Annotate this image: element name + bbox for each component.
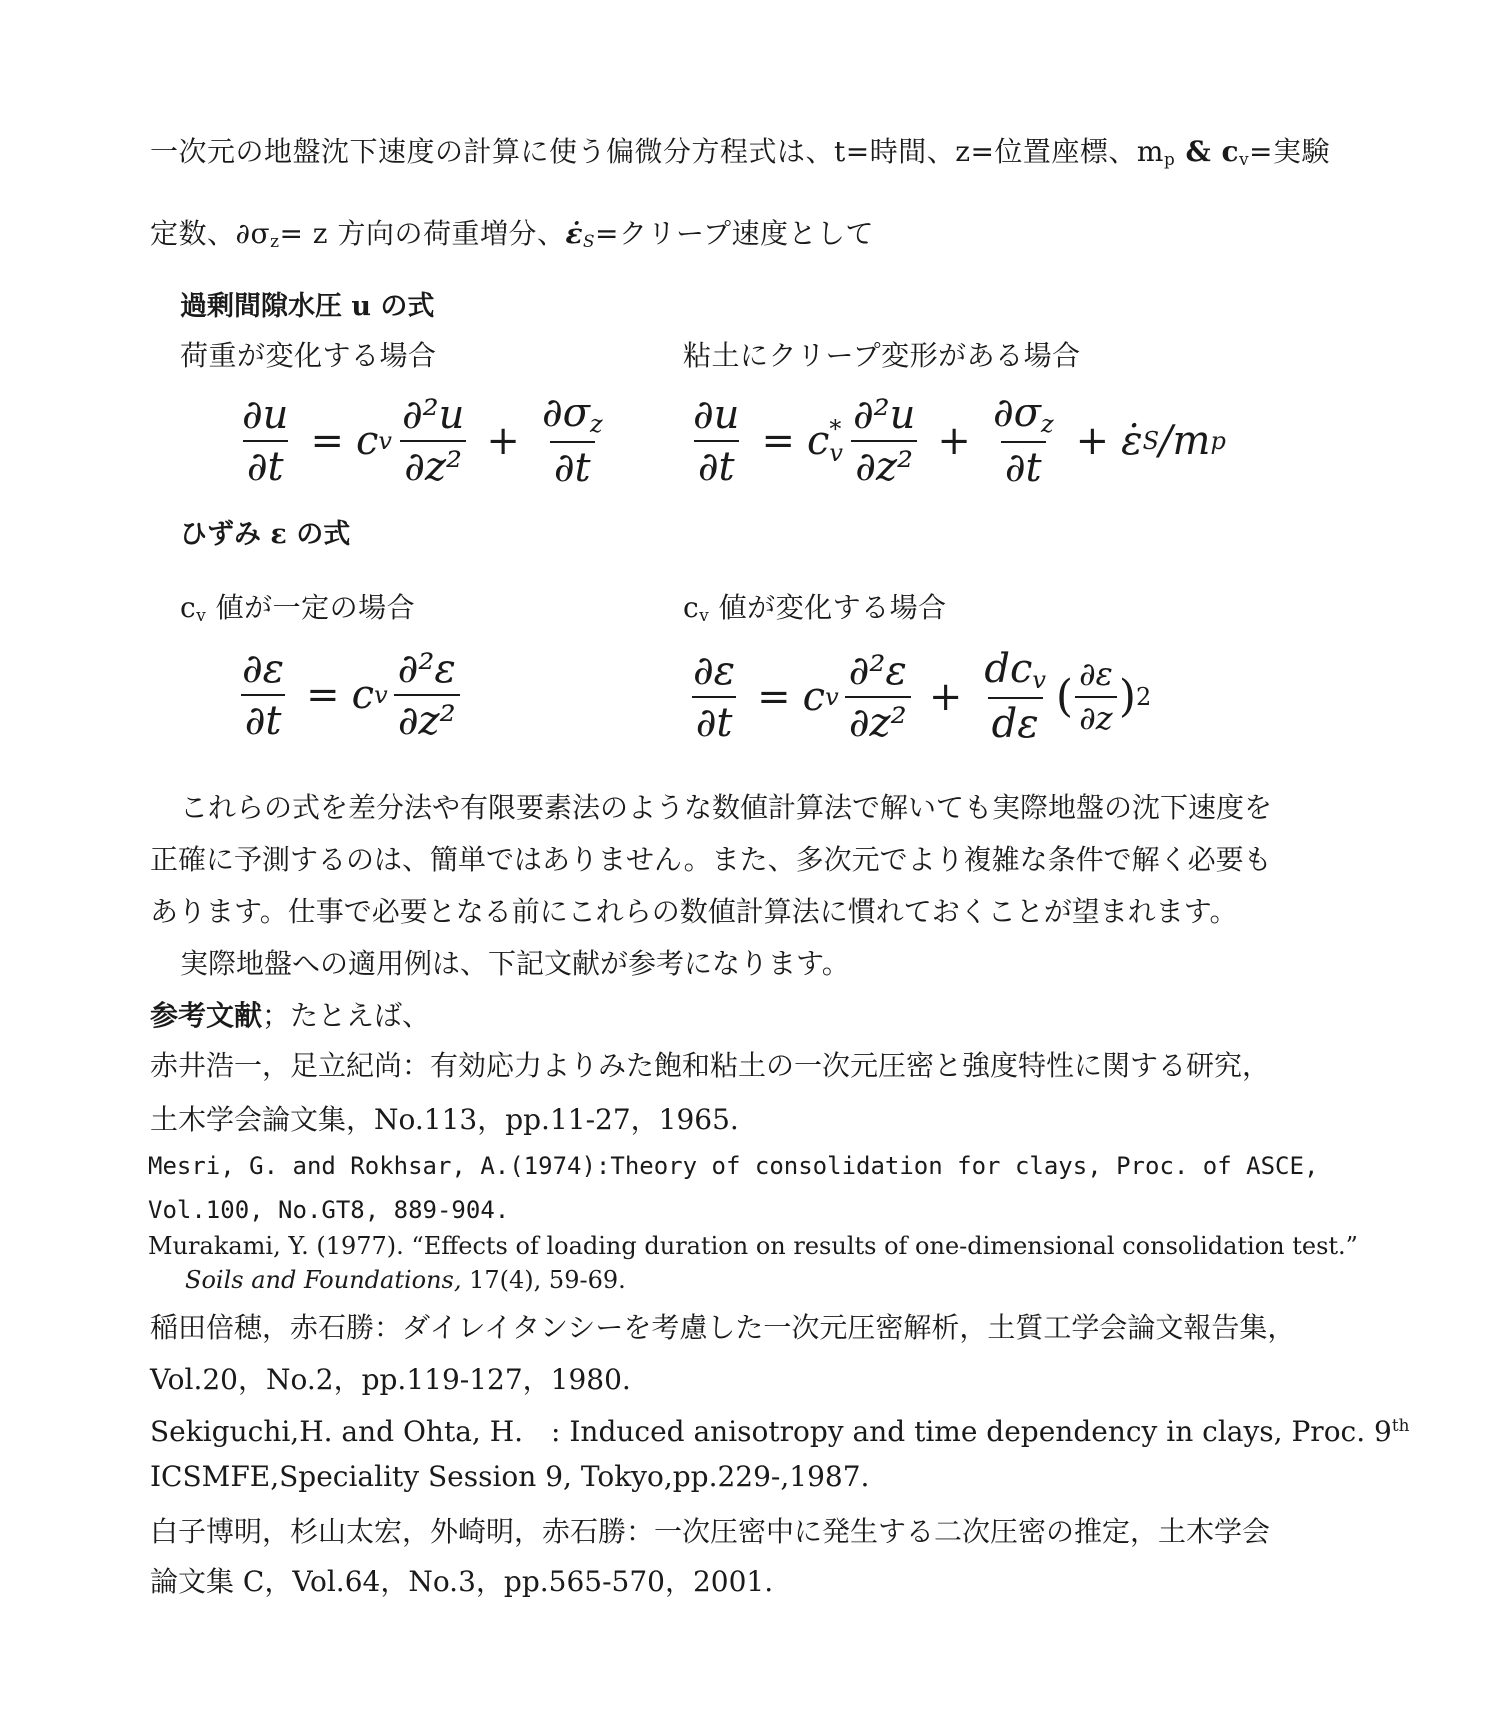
reference-4-line-1: 稲田倍穂，赤石勝：ダイレイタンシーを考慮した一次元圧密解析，土質工学会論文報告集， (150, 1311, 1296, 1344)
equation-eps-variable (683, 646, 1152, 748)
denominator: dε (988, 697, 1043, 745)
references-label-tail: ；たとえば、 (262, 999, 431, 1032)
reference-1-line-1: 赤井浩一，足立紀尚：有効応力よりみた飽和粘土の一次元圧密と強度特性に関する研究， (150, 1049, 1271, 1082)
cv-symbol: c (355, 417, 379, 464)
denominator: ∂z² (394, 694, 460, 742)
fraction (238, 391, 292, 490)
section-heading-u: 過剰間隙水圧 u の式 (180, 291, 435, 322)
denominator: ∂t (550, 441, 595, 489)
numerator: ∂ε (693, 647, 736, 694)
references-label-line (150, 994, 430, 1034)
numerator: ∂ε (1079, 655, 1113, 693)
numerator: ∂ε (242, 646, 285, 692)
subscript: p (1210, 426, 1226, 455)
denominator: ∂t (694, 440, 739, 488)
dcv: dc (984, 646, 1033, 692)
numerator: ∂u (242, 391, 289, 438)
reference-2-line-1: Mesri, G. and Rokhsar, A.(1974):Theory of consolidation for clays, Proc. of ASCE, (148, 1152, 1319, 1180)
numerator: ∂²u (852, 391, 916, 438)
numerator: ∂u (693, 391, 740, 438)
equals-sign: = (761, 417, 795, 464)
fraction (689, 391, 743, 490)
plus-sign: + (937, 417, 971, 464)
label-text: 値が一定の場合 (206, 591, 416, 624)
fraction (689, 647, 739, 746)
equation-eps-constant (232, 648, 466, 742)
subscript: z (589, 410, 603, 438)
intro-text: =実験 (1249, 135, 1331, 168)
reference-6-line-1: 白子博明，杉山太宏，外崎明，赤石勝：一次圧密中に発生する二次圧密の推定，土木学会 (150, 1515, 1271, 1548)
fraction (398, 391, 468, 490)
denominator: ∂t (692, 696, 737, 744)
label-creep: 粘土にクリープ変形がある場合 (683, 339, 1081, 372)
label-cv-constant (180, 586, 415, 626)
paragraph-line: あります。仕事で必要となる前にこれらの数値計算法に慣れておくことが望まれます。 (150, 895, 1238, 928)
references-label: 参考文献 (150, 999, 263, 1032)
reference-4-line-2: Vol.20，No.2，pp.119-127，1980. (150, 1363, 631, 1396)
equals-sign: = (306, 672, 340, 718)
intro-text: =クリープ速度として (594, 217, 875, 250)
subscript: v (378, 426, 392, 455)
subscript: S (1142, 426, 1160, 455)
subscript: v (829, 438, 843, 467)
denominator: ∂z² (845, 696, 911, 744)
fraction (980, 646, 1050, 748)
fraction (989, 390, 1058, 492)
numerator (538, 392, 607, 441)
reference-1-line-2: 土木学会論文集，No.113，pp.11-27，1965. (150, 1103, 739, 1136)
left-paren: ( (1055, 671, 1074, 723)
numerator: ∂²ε (848, 647, 907, 694)
cv-symbol: c (180, 591, 197, 624)
slash-m: /m (1159, 417, 1211, 464)
subscript: v (825, 682, 839, 711)
label-text: 値が変化する場合 (709, 591, 947, 624)
equation-u-creep (683, 390, 1226, 492)
intro-text: 定数、∂σ (150, 217, 271, 250)
fraction (845, 647, 911, 746)
reference-3-line-1: Murakami, Y. (1977). “Effects of loading duration on results of one-dimensional consolidation test.” (148, 1232, 1358, 1260)
denominator: ∂z² (851, 440, 917, 488)
numerator (980, 648, 1050, 697)
plus-sign: + (486, 417, 520, 464)
section-heading-epsilon: ひずみ ε の式 (180, 519, 351, 550)
super-sub-stack (829, 414, 843, 467)
denominator: ∂z (1075, 696, 1116, 736)
fraction (238, 648, 288, 742)
dsigma: ∂σ (992, 390, 1041, 436)
numerator (989, 392, 1058, 441)
fraction (1075, 655, 1117, 737)
intro-text: & c (1175, 135, 1240, 168)
numerator: ∂²u (401, 391, 465, 438)
superscript: 2 (1135, 682, 1152, 711)
citation-detail: 17(4), 59-69. (461, 1266, 626, 1294)
subscript: v (1239, 149, 1250, 170)
reference-2-line-2: Vol.100, No.GT8, 889-904. (148, 1196, 510, 1224)
star: * (829, 414, 842, 443)
reference-5-line-1 (150, 1410, 1409, 1450)
cv-symbol: c (802, 673, 826, 720)
denominator: ∂z² (400, 440, 466, 488)
paragraph-line: これらの式を差分法や有限要素法のような数値計算法で解いても実際地盤の沈下速度を (180, 791, 1273, 824)
numerator: ∂²ε (397, 646, 456, 692)
intro-line-1 (150, 130, 1330, 170)
citation-text: Sekiguchi,H. and Ohta, H. : Induced anisotropy and time dependency in clays, Proc. 9 (150, 1415, 1392, 1448)
denominator: ∂t (243, 440, 288, 488)
reference-6-line-2: 論文集 C，Vol.64，No.3，pp.565-570，2001. (150, 1565, 774, 1598)
reference-3-line-2 (185, 1266, 626, 1294)
paragraph-line: 正確に予測するのは、簡単ではありません。また、多次元でより複雑な条件で解く必要も (150, 843, 1272, 876)
intro-line-2 (150, 212, 874, 252)
reference-5-line-2: ICSMFE,Speciality Session 9, Tokyo,pp.229-,1987. (150, 1460, 870, 1493)
cv-symbol: c (351, 672, 375, 718)
plus-sign: + (1075, 417, 1110, 464)
denominator: ∂t (1001, 441, 1046, 489)
label-load-change: 荷重が変化する場合 (180, 339, 437, 372)
right-paren: ) (1118, 671, 1136, 723)
subscript: v (196, 605, 207, 626)
cv-symbol: c (683, 591, 700, 624)
equals-sign: = (757, 673, 791, 720)
intro-text: 一次元の地盤沈下速度の計算に使う偏微分方程式は、t=時間、z=位置座標、m (150, 135, 1164, 168)
subscript: S (582, 231, 595, 252)
subscript: p (1163, 149, 1176, 170)
subscript: z (1040, 410, 1054, 438)
intro-text: = z 方向の荷重増分、 (279, 217, 566, 250)
denominator: ∂t (241, 694, 286, 742)
creep-rate: ε̇ (1121, 417, 1143, 464)
fraction (394, 648, 460, 742)
subscript: v (1032, 666, 1046, 694)
creep-rate-symbol: ε̇ (565, 217, 583, 250)
journal-name: Soils and Foundations, (185, 1266, 462, 1294)
subscript: v (374, 681, 388, 709)
cv-symbol: c (806, 417, 830, 464)
subscript: z (270, 231, 280, 252)
equals-sign: = (310, 417, 344, 464)
dsigma: ∂σ (541, 390, 590, 436)
plus-sign: + (928, 673, 963, 720)
fraction (538, 390, 607, 492)
paragraph-line: 実際地盤への適用例は、下記文献が参考になります。 (180, 947, 850, 980)
equation-u-load (232, 390, 613, 492)
subscript: v (699, 605, 710, 626)
fraction (849, 391, 919, 490)
label-cv-variable (683, 586, 947, 626)
superscript: th (1391, 1414, 1410, 1435)
